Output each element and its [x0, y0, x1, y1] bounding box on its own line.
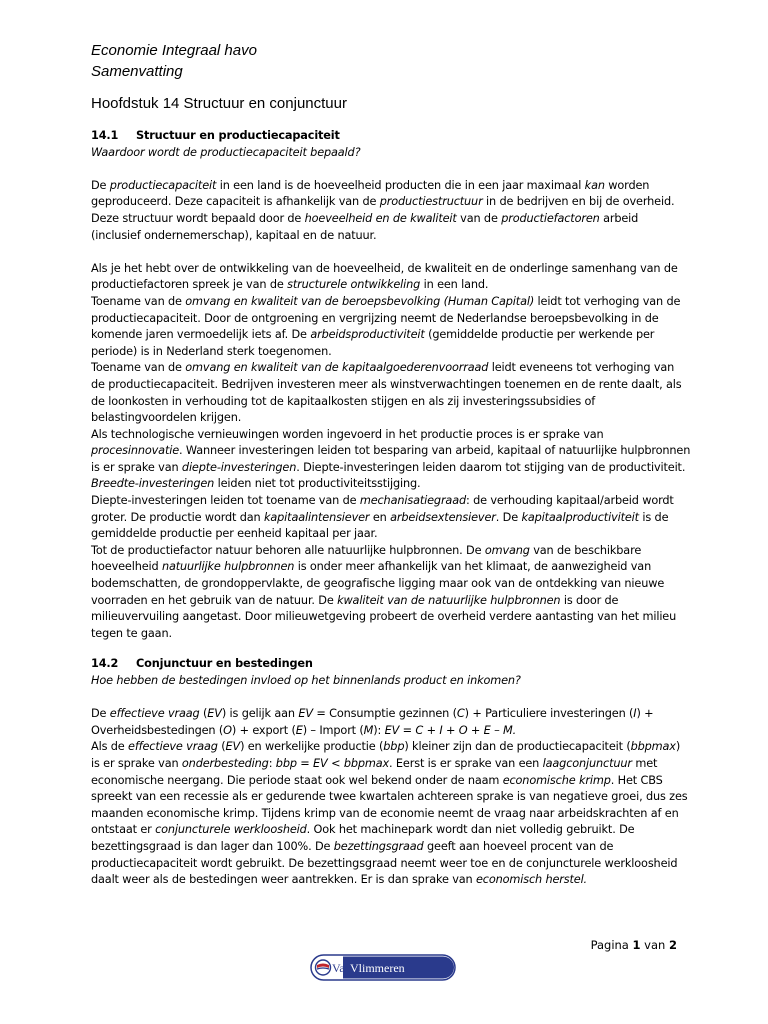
section-2-heading	[91, 656, 691, 673]
logo-text-vlimmeren: Vlimmeren	[350, 961, 405, 975]
logo-text-van: Van	[332, 961, 351, 975]
section-1-question: Waardoor wordt de productiecapaciteit bepaald?	[91, 145, 361, 159]
page-footer	[0, 938, 677, 952]
paragraph-productiecapaciteit: De productiecapaciteit in een land is de hoeveelheid producten die in een jaar maximaal kan worden geproduceerd. Deze capaciteit is afhankelijk van de productiestructuur in de bedrijven en bij de overheid. Deze structuur wordt bepaald door de hoeveelheid en de kwaliteit van de productiefactoren arbeid (inclusief ondernemerschap), kapitaal en de natuur.	[91, 178, 675, 242]
section-1-title: Structuur en productiecapaciteit	[136, 129, 340, 142]
section-2-title: Conjunctuur en bestedingen	[136, 657, 313, 671]
van-vlimmeren-logo	[310, 954, 456, 981]
section-1-heading	[91, 128, 691, 145]
section-2-question: Hoe hebben de bestedingen invloed op het binnenlands product en inkomen?	[91, 674, 521, 687]
footer-total-pages: 2	[668, 938, 677, 952]
footer-middle: van	[640, 938, 669, 952]
paragraph-structurele-ontwikkeling: Als je het hebt over de ontwikkeling van de hoeveelheid, de kwaliteit en de onderlinge samenhang van de productiefactoren spreek je van de structurele ontwikkeling in een land. Toename van de omvang en kwaliteit van de beroepsbevolking (Human Capital) leidt tot verhoging van de productiecapaciteit. Door de ontgroening en vergrijzing neemt de Nederlandse beroepsbevolking in de komende jaren vermoedelijk iets af. De arbeidsproductiviteit (gemiddelde productie per werkende per periode) is in Nederland sterk toegenomen. Toename van de omvang en kwaliteit van de kapitaalgoederenvoorraad leidt eveneens tot verhoging van de productiecapaciteit. Bedrijven investeren meer als winstverwachtingen toenemen en de rente daalt, als de loonkosten in verhouding tot de kapitaalkosten stijgen en als zij investeringssubsidies of belastingvoordelen krijgen. Als technologische vernieuwingen worden ingevoerd in het productie proces is er sprake van procesinnovatie. Wanneer investeringen leiden tot besparing van arbeid, kapitaal of natuurlijke hulpbronnen is er sprake van diepte-investeringen. Diepte-investeringen leiden daarom tot stijging van de productiviteit. Breedte-investeringen leiden niet tot productiviteitsstijging. Diepte-investeringen leiden tot toename van de mechanisatiegraad: de verhouding kapitaal/arbeid wordt groter. De productie wordt dan kapitaalintensiever en arbeidsextensiever. De kapitaalproductiviteit is de gemiddelde productie per eenheid kapitaal per jaar. Tot de productiefactor natuur behoren alle natuurlijke hulpbronnen. De omvang van de beschikbare hoeveelheid natuurlijke hulpbronnen is onder meer afhankelijk van het klimaat, de aanwezigheid van bodemschatten, de grondoppervlakte, de geografische ligging maar ook van de ontdekking van nieuwe voorraden en het gebruik van de natuur. De kwaliteit van de natuurlijke hulpbronnen is door de milieuvervuiling aangetast. Door milieuwetgeving probeert de overheid verdere aantasting van het milieu tegen te gaan.	[91, 261, 691, 640]
footer-page-number: 1	[632, 938, 641, 952]
section-2-number: 14.2	[91, 657, 119, 671]
section-1-number: 14.1	[91, 129, 119, 142]
paragraph-effectieve-vraag: De effectieve vraag (EV) is gelijk aan EV = Consumptie gezinnen (C) + Particuliere investeringen (I) + Overheidsbestedingen (O) + export (E) – Import (M): EV = C + I + O + E – M. Als de effectieve vraag (EV) en werkelijke productie (bbp) kleiner zijn dan de productiecapaciteit (bbpmax) is er sprake van onderbesteding: bbp = EV < bbpmax. Eerst is er sprake van een laagconjunctuur met economische neergang. Die periode staat ook wel bekend onder de naam economische krimp. Het CBS spreekt van een recessie als er gedurende twee kwartalen achtereen sprake is van negatieve groei, dus zes maanden economische krimp. Tijdens krimp van de economie neemt de vraag naar arbeidskrachten af en ontstaat er conjuncturele werkloosheid. Ook het machinepark wordt dan niet volledig gebruikt. De bezettingsgraad is dan lager dan 100%. De bezettingsgraad geeft aan hoeveel procent van de productiecapaciteit wordt gebruikt. De bezettingsgraad neemt weer toe en de conjuncturele werkloosheid daalt weer als de bestedingen weer aantrekken. Er is dan sprake van economisch herstel.	[91, 707, 688, 887]
chapter-title: Hoofdstuk 14 Structuur en conjunctuur	[91, 95, 347, 112]
header-subtitle: Samenvatting	[91, 63, 183, 80]
header-course: Economie Integraal havo	[91, 42, 257, 59]
document-page	[91, 40, 691, 889]
footer-prefix: Pagina	[590, 938, 633, 952]
